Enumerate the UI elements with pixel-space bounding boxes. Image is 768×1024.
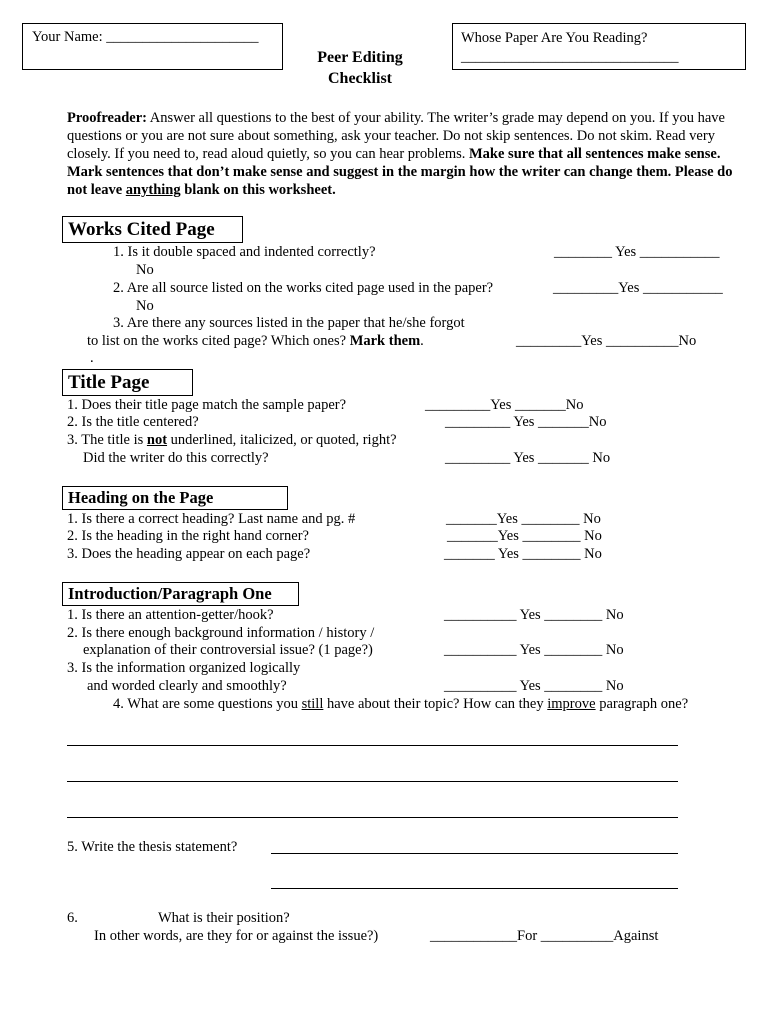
proofreader-label: Proofreader:: [67, 110, 147, 126]
whose-paper-label: Whose Paper Are You Reading?: [461, 30, 648, 46]
intro-q4-post: paragraph one?: [595, 696, 689, 712]
instructions-bold-2: blank on this worksheet.: [180, 182, 336, 198]
intro-q4-still: still: [301, 696, 324, 712]
answer-line-q4-2[interactable]: [67, 781, 678, 782]
section-heading-text: Heading on the Page: [68, 488, 214, 507]
section-heading-text: Title Page: [68, 372, 150, 393]
section-heading-text: Works Cited Page: [68, 219, 215, 240]
your-name-label: Your Name: _____________________: [32, 29, 259, 45]
answer-line-thesis-1[interactable]: [271, 853, 678, 854]
intro-q4-mid: have about their topic? How can they: [323, 696, 548, 712]
title-page-q3: [67, 432, 397, 449]
intro-q6-number: 6.: [67, 910, 78, 926]
heading-page-q1-answer[interactable]: _______Yes ________ No: [446, 511, 601, 527]
heading-page-q2-answer[interactable]: _______Yes ________ No: [447, 528, 602, 544]
heading-page-q3: 3. Does the heading appear on each page?: [67, 546, 311, 562]
works-cited-q1: 1. Is it double spaced and indented correctly?: [113, 244, 376, 260]
answer-line-thesis-2[interactable]: [271, 888, 678, 889]
intro-q2-line2: explanation of their controversial issue? (1 page?): [83, 642, 373, 658]
works-cited-q1-answer[interactable]: ________ Yes ___________: [554, 244, 720, 260]
intro-q1-answer[interactable]: __________ Yes ________ No: [444, 607, 624, 623]
title-page-q3-not: not: [146, 432, 168, 448]
section-heading-text: Introduction/Paragraph One: [68, 584, 272, 603]
heading-page-q1: 1. Is there a correct heading? Last name and pg. #: [67, 511, 356, 527]
works-cited-q3-line2: [87, 333, 424, 350]
page-title-line-2: Checklist: [328, 70, 392, 87]
heading-page-q3-answer[interactable]: _______ Yes ________ No: [444, 546, 602, 562]
intro-q5: 5. Write the thesis statement?: [67, 839, 238, 855]
works-cited-q1-no: No: [136, 262, 154, 278]
section-heading-title-page: [62, 369, 193, 396]
title-page-q2: 2. Is the title centered?: [67, 414, 199, 430]
intro-q4-improve: improve: [547, 696, 596, 712]
mark-them-text: Mark them: [349, 333, 421, 349]
page-title: [290, 47, 430, 89]
intro-q2-answer[interactable]: __________ Yes ________ No: [444, 642, 624, 658]
intro-q3-line1: 3. Is the information organized logically: [67, 660, 301, 676]
intro-q6-line1: What is their position?: [158, 910, 290, 926]
instructions-text: Answer all questions to the best of your ability. The writer’s grade may depend on you. If you have questions or you are not sure about something, ask your teacher. Do not skip sentences. Do not skim. Read very closely. If you need to, read aloud quietly, so you can hear problems.: [67, 110, 725, 162]
title-page-q3-answer[interactable]: _________ Yes _______ No: [445, 450, 611, 466]
instructions-bold-1: Make sure that all sentences make sense. Mark sentences that don’t make sense and suggest in the margin how the writer can change them. Please do not leave: [67, 146, 733, 198]
intro-q4: [113, 696, 688, 713]
instructions-paragraph: [67, 109, 739, 199]
works-cited-q2-no: No: [136, 298, 154, 314]
heading-page-q2: 2. Is the heading in the right hand corner?: [67, 528, 309, 544]
title-page-q1: 1. Does their title page match the sample paper?: [67, 397, 347, 413]
intro-q1: 1. Is there an attention-getter/hook?: [67, 607, 274, 623]
intro-q6-answer[interactable]: ____________For __________Against: [430, 928, 659, 944]
title-page-q2-answer[interactable]: _________ Yes _______No: [445, 414, 607, 430]
intro-q3-line2: and worded clearly and smoothly?: [87, 678, 287, 694]
intro-q4-pre: 4. What are some questions you: [113, 696, 302, 712]
name-field-box[interactable]: [22, 23, 283, 70]
section-heading-heading-on-page: [62, 486, 288, 510]
intro-q3-answer[interactable]: __________ Yes ________ No: [444, 678, 624, 694]
title-page-q3-pre: 3. The title is: [67, 432, 147, 448]
section-heading-introduction: [62, 582, 299, 606]
whose-paper-blank: ______________________________: [461, 49, 679, 65]
title-page-q3-post: underlined, italicized, or quoted, right?: [167, 432, 397, 448]
title-page-q1-answer[interactable]: _________Yes _______No: [425, 397, 584, 413]
section-heading-works-cited: [62, 216, 243, 243]
works-cited-q2-answer[interactable]: _________Yes ___________: [553, 280, 723, 296]
works-cited-q3-answer[interactable]: _________Yes __________No: [516, 333, 697, 349]
works-cited-q3-period: .: [420, 333, 424, 349]
answer-line-q4-3[interactable]: [67, 817, 678, 818]
works-cited-q3-line1: 3. Are there any sources listed in the paper that he/she forgot: [113, 315, 465, 331]
intro-q6-line2: In other words, are they for or against the issue?): [94, 928, 379, 944]
instructions-anything: anything: [125, 182, 181, 198]
page-title-line-1: Peer Editing: [317, 49, 403, 66]
title-page-q3-line2: Did the writer do this correctly?: [83, 450, 269, 466]
answer-line-q4-1[interactable]: [67, 745, 678, 746]
works-cited-q3-text: to list on the works cited page? Which ones?: [87, 333, 350, 349]
whose-paper-box[interactable]: [452, 23, 746, 70]
stray-period: .: [90, 350, 94, 366]
works-cited-q2: 2. Are all source listed on the works cited page used in the paper?: [113, 280, 494, 296]
intro-q2-line1: 2. Is there enough background information / history /: [67, 625, 375, 641]
